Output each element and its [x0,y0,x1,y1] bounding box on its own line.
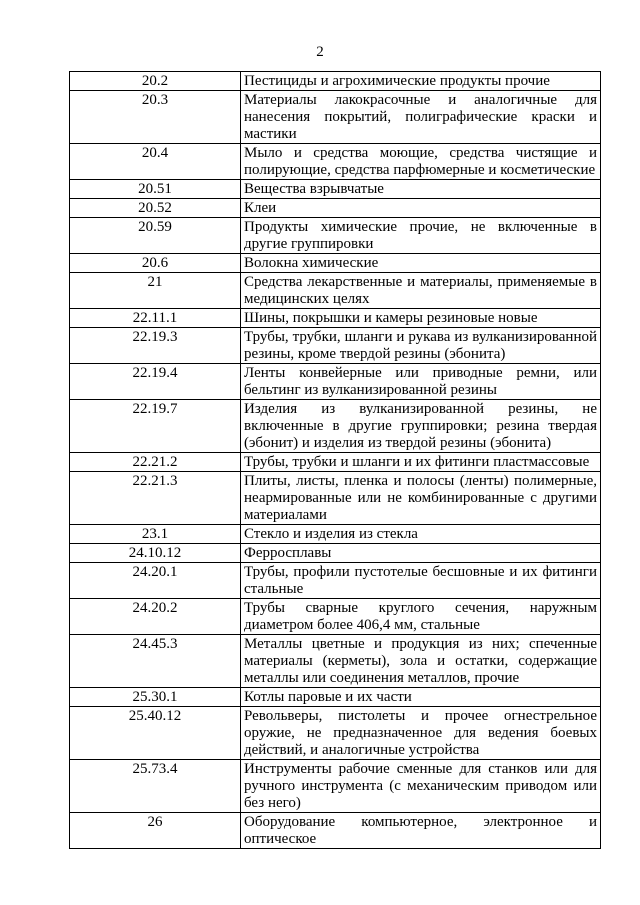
code-cell: 20.6 [70,254,241,273]
description-cell: Трубы сварные круглого сечения, наружным диаметром более 406,4 мм, стальные [241,599,601,635]
description-cell: Трубы, профили пустотелые бесшовные и их фитинги стальные [241,563,601,599]
description-cell: Клеи [241,199,601,218]
table-row [70,400,601,453]
table-row [70,472,601,525]
table-row [70,254,601,273]
table-row [70,309,601,328]
table-row [70,453,601,472]
table-row [70,544,601,563]
code-cell: 22.21.3 [70,472,241,525]
description-cell: Котлы паровые и их части [241,688,601,707]
code-cell: 25.40.12 [70,707,241,760]
code-cell: 20.3 [70,91,241,144]
table-row [70,144,601,180]
description-cell: Плиты, листы, пленка и полосы (ленты) полимерные, неармированные или не комбинированные с другими материалами [241,472,601,525]
page-number: 2 [316,44,324,60]
code-cell: 20.51 [70,180,241,199]
description-cell: Пестициды и агрохимические продукты прочие [241,72,601,91]
description-cell: Волокна химические [241,254,601,273]
description-cell: Материалы лакокрасочные и аналогичные для нанесения покрытий, полиграфические краски и мастики [241,91,601,144]
description-cell: Револьверы, пистолеты и прочее огнестрельное оружие, не предназначенное для ведения боевых действий, и аналогичные устройства [241,707,601,760]
code-cell: 22.11.1 [70,309,241,328]
description-cell: Изделия из вулканизированной резины, не включенные в другие группировки; резина твердая (эбонит) и изделия из твердой резины (эбонита) [241,400,601,453]
code-cell: 24.20.1 [70,563,241,599]
code-cell: 22.19.3 [70,328,241,364]
code-cell: 22.19.7 [70,400,241,453]
code-cell: 24.45.3 [70,635,241,688]
description-cell: Вещества взрывчатые [241,180,601,199]
table-row [70,760,601,813]
table-row [70,72,601,91]
table-row [70,525,601,544]
description-cell: Трубы, трубки и шланги и их фитинги пластмассовые [241,453,601,472]
classification-table [69,71,601,849]
description-cell: Стекло и изделия из стекла [241,525,601,544]
code-cell: 23.1 [70,525,241,544]
description-cell: Продукты химические прочие, не включенные в другие группировки [241,218,601,254]
table-row [70,364,601,400]
table-row [70,563,601,599]
code-cell: 22.19.4 [70,364,241,400]
table-row [70,91,601,144]
table-row [70,635,601,688]
code-cell: 20.4 [70,144,241,180]
code-cell: 20.59 [70,218,241,254]
description-cell: Мыло и средства моющие, средства чистящие и полирующие, средства парфюмерные и косметические [241,144,601,180]
code-cell: 22.21.2 [70,453,241,472]
description-cell: Ферросплавы [241,544,601,563]
description-cell: Шины, покрышки и камеры резиновые новые [241,309,601,328]
code-cell: 20.52 [70,199,241,218]
table-row [70,328,601,364]
description-cell: Ленты конвейерные или приводные ремни, или бельтинг из вулканизированной резины [241,364,601,400]
description-cell: Металлы цветные и продукция из них; спеченные материалы (керметы), зола и остатки, содержащие металлы или соединения металлов, прочие [241,635,601,688]
table-row [70,180,601,199]
description-cell: Оборудование компьютерное, электронное и оптическое [241,813,601,849]
table-row [70,688,601,707]
code-cell: 25.30.1 [70,688,241,707]
code-cell: 24.20.2 [70,599,241,635]
code-cell: 20.2 [70,72,241,91]
table-row [70,218,601,254]
table-row [70,273,601,309]
table-row [70,813,601,849]
code-cell: 25.73.4 [70,760,241,813]
table-row [70,707,601,760]
table-row [70,199,601,218]
description-cell: Инструменты рабочие сменные для станков или для ручного инструмента (с механическим приводом или без него) [241,760,601,813]
description-cell: Средства лекарственные и материалы, применяемые в медицинских целях [241,273,601,309]
code-cell: 24.10.12 [70,544,241,563]
description-cell: Трубы, трубки, шланги и рукава из вулканизированной резины, кроме твердой резины (эбонита) [241,328,601,364]
code-cell: 26 [70,813,241,849]
code-cell: 21 [70,273,241,309]
table-row [70,599,601,635]
